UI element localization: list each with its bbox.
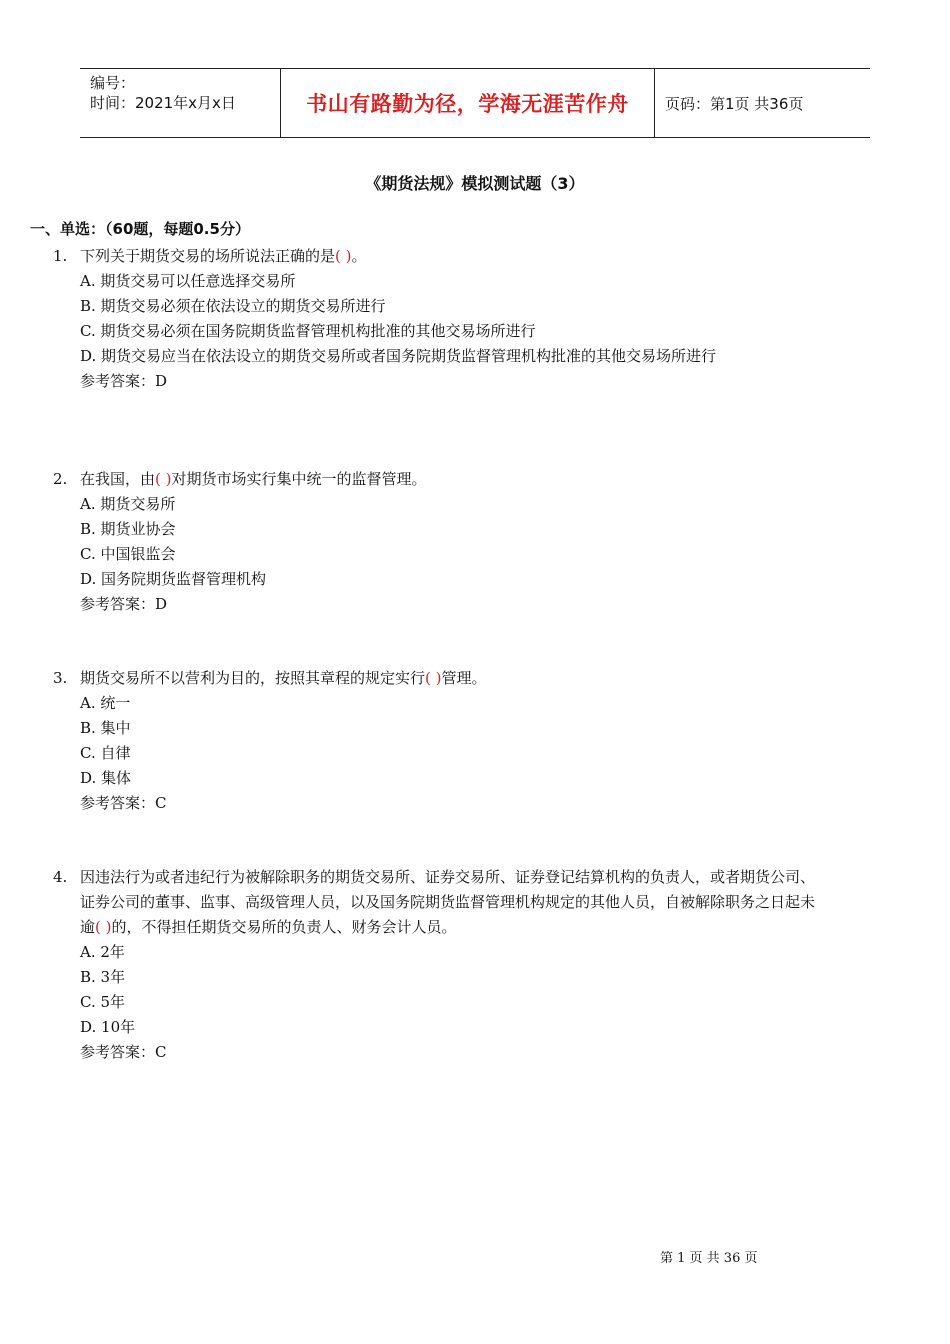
stem-text-after: 的，不得担任期货交易所的负责人、财务会计人员。 bbox=[111, 918, 457, 936]
question-4 bbox=[53, 865, 913, 1065]
option-b: B. 期货业协会 bbox=[80, 520, 176, 538]
stem-text: 下列关于期货交易的场所说法正确的是 bbox=[80, 247, 336, 265]
question-stem-line-2: 证券公司的董事、监事、高级管理人员，以及国务院期货监督管理机构规定的其他人员，自被解除职务之日起未 bbox=[80, 893, 816, 911]
question-number: 4. bbox=[53, 868, 68, 886]
option-d: D. 集体 bbox=[80, 769, 132, 787]
stem-text-after: 管理。 bbox=[441, 669, 487, 687]
option-c: C. 中国银监会 bbox=[80, 545, 176, 563]
header-motto: 书山有路勤为径，学海无涯苦作舟 bbox=[281, 69, 655, 137]
stem-text: 期货交易所不以营利为目的，按照其章程的规定实行 bbox=[80, 669, 426, 687]
option-b: B. 期货交易必须在依法设立的期货交易所进行 bbox=[80, 297, 386, 315]
document-title: 《期货法规》模拟测试题（3） bbox=[365, 174, 585, 193]
reference-answer: 参考答案：C bbox=[80, 1043, 167, 1061]
option-d: D. 期货交易应当在依法设立的期货交易所或者国务院期货监督管理机构批准的其他交易场所进行 bbox=[80, 347, 717, 365]
stem-text: 在我国，由 bbox=[80, 470, 156, 488]
answer-blank: ( ) bbox=[425, 669, 442, 687]
question-stem bbox=[53, 666, 913, 691]
question-number: 3. bbox=[53, 669, 68, 687]
question-stem bbox=[53, 244, 913, 269]
option-a: A. 期货交易可以任意选择交易所 bbox=[80, 272, 296, 290]
option-a: A. 2年 bbox=[80, 943, 125, 961]
answer-blank: ( ) bbox=[335, 247, 352, 265]
header-time-label: 时间：2021年x月x日 bbox=[90, 94, 236, 112]
stem-text: 因违法行为或者违纪行为被解除职务的期货交易所、证券交易所、证券登记结算机构的负责人，或者期货公司、 bbox=[80, 868, 816, 886]
question-2 bbox=[53, 467, 913, 617]
option-b: B. 集中 bbox=[80, 719, 131, 737]
option-c: C. 期货交易必须在国务院期货监督管理机构批准的其他交易场所进行 bbox=[80, 322, 536, 340]
reference-answer: 参考答案：C bbox=[80, 794, 167, 812]
header-number-label: 编号： bbox=[90, 74, 136, 92]
stem-text-after: 。 bbox=[351, 247, 367, 265]
option-c: C. 自律 bbox=[80, 744, 131, 762]
reference-answer: 参考答案：D bbox=[80, 595, 168, 613]
page-footer: 第 1 页 共 36 页 bbox=[660, 1251, 758, 1266]
header-page-info: 页码：第1页 共36页 bbox=[665, 94, 804, 113]
question-stem bbox=[53, 467, 913, 492]
answer-blank: ( ) bbox=[155, 470, 172, 488]
stem-text-after: 对期货市场实行集中统一的监督管理。 bbox=[171, 470, 427, 488]
reference-answer: 参考答案：D bbox=[80, 372, 168, 390]
option-b: B. 3年 bbox=[80, 968, 126, 986]
header-meta bbox=[80, 69, 281, 137]
question-stem-line-3 bbox=[53, 915, 913, 940]
option-a: A. 统一 bbox=[80, 694, 131, 712]
option-d: D. 国务院期货监督管理机构 bbox=[80, 570, 267, 588]
option-c: C. 5年 bbox=[80, 993, 126, 1011]
question-1 bbox=[53, 244, 913, 394]
answer-blank: ( ) bbox=[95, 918, 112, 936]
question-3 bbox=[53, 666, 913, 816]
stem-text: 逾 bbox=[80, 918, 96, 936]
page-header bbox=[80, 68, 870, 138]
question-number: 2. bbox=[53, 470, 68, 488]
question-number: 1. bbox=[53, 247, 68, 265]
section-heading: 一、单选：（60题，每题0.5分） bbox=[30, 220, 250, 238]
question-stem-line-1 bbox=[53, 865, 913, 890]
option-a: A. 期货交易所 bbox=[80, 495, 176, 513]
option-d: D. 10年 bbox=[80, 1018, 136, 1036]
